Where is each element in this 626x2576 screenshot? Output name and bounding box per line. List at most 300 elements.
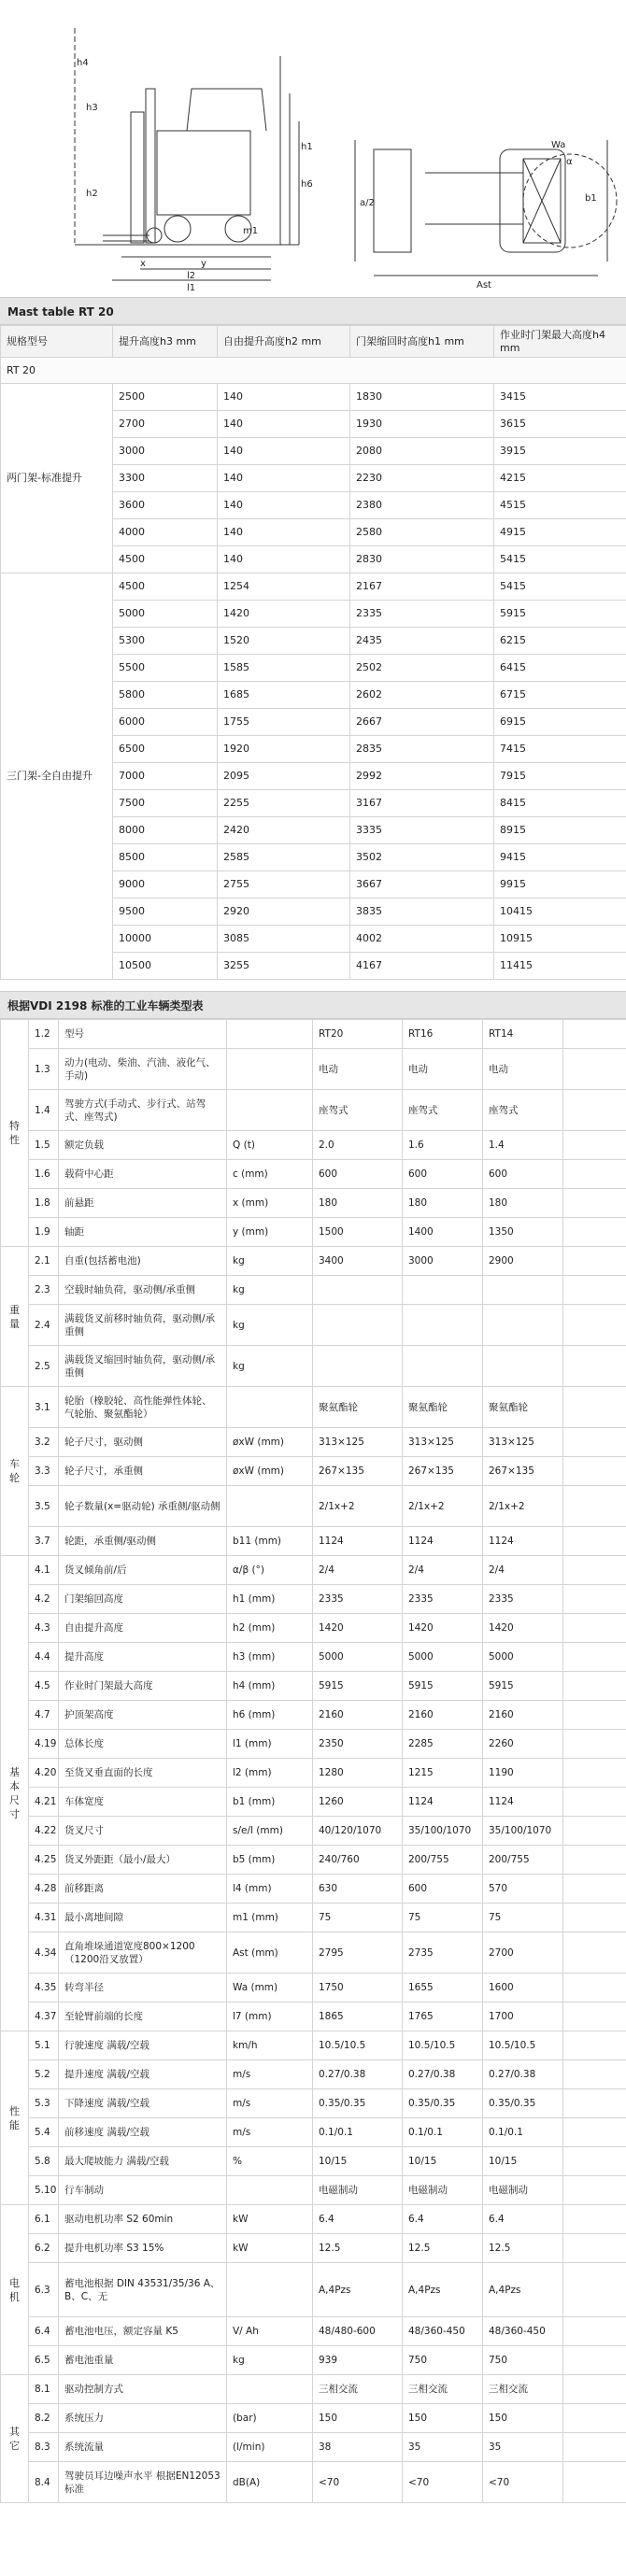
table-cell: 2700 [113,411,218,438]
empty-cell [563,1730,626,1759]
label-l2: l2 [187,271,196,281]
table-cell: V/ Ah [227,2317,313,2346]
table-cell: 3915 [494,438,626,465]
table-cell: 驱动控制方式 [59,2375,227,2404]
table-cell: 600 [313,1160,403,1189]
table-cell: 系统压力 [59,2404,227,2433]
empty-cell [563,1457,626,1486]
table-cell: 10415 [494,899,626,926]
table-cell [227,2375,313,2404]
table-cell: l7 (mm) [227,2003,313,2031]
table-cell: kg [227,2346,313,2375]
table-cell: 1600 [483,1974,563,2003]
table-cell: 12.5 [483,2234,563,2263]
table-cell: 1.9 [29,1218,59,1247]
table-cell: 1.6 [29,1160,59,1189]
table-cell: kW [227,2205,313,2234]
table-cell: 4.31 [29,1904,59,1932]
table-row [1,1346,626,1387]
table-cell: 作业时门架最大高度 [59,1672,227,1701]
table-cell: 前移距离 [59,1875,227,1904]
table-cell: 3667 [350,871,494,899]
table-cell: 提升高度 [59,1643,227,1672]
table-cell: 0.27/0.38 [403,2060,483,2089]
label-b1: b1 [585,193,597,204]
table-cell: 4000 [113,519,218,546]
table-cell: 2500 [113,384,218,411]
table-cell: 系统流量 [59,2433,227,2462]
label-h2: h2 [86,189,98,199]
table-cell: 2.5 [29,1346,59,1387]
table-cell: l1 (mm) [227,1730,313,1759]
table-cell: x (mm) [227,1189,313,1218]
table-cell: 4.34 [29,1932,59,1974]
table-cell: 6.3 [29,2263,59,2317]
table-cell: kg [227,1247,313,1276]
empty-cell [563,2317,626,2346]
table-cell: kg [227,1305,313,1346]
table-cell: 1254 [218,573,350,601]
table-cell: 三相交流 [483,2375,563,2404]
table-cell: 下降速度 满载/空载 [59,2089,227,2118]
empty-cell [563,1020,626,1049]
table-cell: 3.2 [29,1428,59,1457]
empty-cell [563,2003,626,2031]
table-cell: 3300 [113,465,218,492]
empty-cell [563,2433,626,2462]
table-cell: 5.2 [29,2060,59,2089]
table-row [1,1276,626,1305]
mast-header-model: 规格型号 [1,326,113,358]
table-cell: kW [227,2234,313,2263]
table-cell: m/s [227,2118,313,2147]
table-cell: 10/15 [483,2147,563,2176]
table-cell: 6215 [494,628,626,655]
table-row [1,2176,626,2205]
table-cell [227,1486,313,1527]
table-cell: 至货叉垂直面的长度 [59,1759,227,1788]
table-cell [313,1276,403,1305]
table-cell: 最小离地间隙 [59,1904,227,1932]
empty-cell [563,1387,626,1428]
empty-cell [563,1049,626,1090]
empty-cell [563,1932,626,1974]
table-cell: 6.4 [403,2205,483,2234]
table-cell: 4167 [350,953,494,980]
table-cell: 35 [403,2433,483,2462]
table-cell: 3000 [113,438,218,465]
table-cell: 型号 [59,1020,227,1049]
table-cell: 转弯半径 [59,1974,227,2003]
mast-header-h3: 提升高度h3 mm [113,326,218,358]
empty-cell [563,1614,626,1643]
table-cell: 4.28 [29,1875,59,1904]
table-cell: 267×135 [403,1457,483,1486]
empty-cell [563,1090,626,1131]
table-cell: 600 [403,1160,483,1189]
table-cell: 7415 [494,736,626,763]
table-cell: 1.4 [483,1131,563,1160]
empty-cell [563,1974,626,2003]
table-cell [483,1305,563,1346]
table-cell: 6415 [494,655,626,682]
table-row [1,573,626,601]
table-cell: kg [227,1276,313,1305]
table-cell: 车体宽度 [59,1788,227,1817]
table-row [1,1817,626,1846]
table-row [1,2118,626,2147]
table-cell: 5800 [113,682,218,709]
empty-cell [563,2346,626,2375]
table-cell: 10500 [113,953,218,980]
table-cell: 9500 [113,899,218,926]
table-cell: 3.7 [29,1527,59,1556]
label-x: x [140,259,146,269]
empty-cell [563,1527,626,1556]
table-cell: b1 (mm) [227,1788,313,1817]
table-cell: 自重(包括蓄电池) [59,1247,227,1276]
table-cell: 轮子数量(x=驱动轮) 承重侧/驱动侧 [59,1486,227,1527]
table-cell: 4215 [494,465,626,492]
table-cell: 2755 [218,871,350,899]
table-cell: 2160 [403,1701,483,1730]
table-cell: 140 [218,546,350,573]
table-row [1,2089,626,2118]
table-cell [403,1346,483,1387]
table-cell: 1350 [483,1218,563,1247]
table-cell [483,1346,563,1387]
mast-header-h4: 作业时门架最大高度h4 mm [494,326,626,358]
table-cell: 1215 [403,1759,483,1788]
table-cell: 最大爬坡能力 满载/空载 [59,2147,227,2176]
table-cell: RT20 [313,1020,403,1049]
mast-header-row [1,326,626,358]
vdi-section-label: 车轮 [9,1458,20,1484]
technical-drawings [0,0,626,297]
table-cell: 1765 [403,2003,483,2031]
table-cell: 2167 [350,573,494,601]
label-a2: a/2 [360,198,375,208]
table-cell: 1.2 [29,1020,59,1049]
table-cell: 2080 [350,438,494,465]
table-cell: 5415 [494,573,626,601]
table-cell: 2580 [350,519,494,546]
table-cell: 140 [218,492,350,519]
table-cell: m/s [227,2089,313,2118]
label-h4: h4 [77,58,89,68]
table-row [1,1020,626,1049]
table-cell: 1420 [403,1614,483,1643]
table-row [1,1846,626,1875]
table-cell: 0.35/0.35 [313,2089,403,2118]
table-cell: 总体长度 [59,1730,227,1759]
table-cell: 10.5/10.5 [403,2031,483,2060]
table-cell: 1.6 [403,1131,483,1160]
table-cell: y (mm) [227,1218,313,1247]
label-h6: h6 [301,179,313,190]
empty-cell [563,1846,626,1875]
table-cell [227,2176,313,2205]
table-cell: 2502 [350,655,494,682]
table-cell: 门架缩回高度 [59,1585,227,1614]
table-cell: 1865 [313,2003,403,2031]
table-cell: 货叉尺寸 [59,1817,227,1846]
mast-model-row [1,358,626,384]
table-cell: 3415 [494,384,626,411]
table-cell: 10000 [113,926,218,953]
table-cell: 电动 [403,1049,483,1090]
table-cell: 180 [403,1189,483,1218]
table-cell: 3.3 [29,1457,59,1486]
table-cell: <70 [483,2462,563,2503]
table-cell: 2160 [483,1701,563,1730]
table-cell: 4.5 [29,1672,59,1701]
label-y: y [201,259,206,269]
table-row [1,2147,626,2176]
table-cell: øxW (mm) [227,1457,313,1486]
table-cell: 1124 [483,1788,563,1817]
table-cell: 2900 [483,1247,563,1276]
table-cell: 1.4 [29,1090,59,1131]
table-cell: 1500 [313,1218,403,1247]
table-row [1,1672,626,1701]
table-cell: 2420 [218,817,350,844]
table-cell [227,1049,313,1090]
table-cell: 4.4 [29,1643,59,1672]
table-cell: 1.8 [29,1189,59,1218]
table-cell: l2 (mm) [227,1759,313,1788]
table-cell: 三相交流 [403,2375,483,2404]
empty-cell [563,1131,626,1160]
table-cell: 3615 [494,411,626,438]
table-cell: 3400 [313,1247,403,1276]
table-cell: 2/1x+2 [483,1486,563,1527]
table-cell: (l/min) [227,2433,313,2462]
table-cell: 2/4 [483,1556,563,1585]
table-cell: 3335 [350,817,494,844]
table-cell: RT14 [483,1020,563,1049]
table-cell: 2835 [350,736,494,763]
table-cell: 6000 [113,709,218,736]
table-cell: 48/360-450 [483,2317,563,2346]
mast-group-name: 两门架-标准提升 [1,384,113,573]
table-cell: 6915 [494,709,626,736]
table-cell: 聚氨酯轮 [483,1387,563,1428]
table-cell: 轮子尺寸，承重侧 [59,1457,227,1486]
table-cell: 3835 [350,899,494,926]
table-cell: 轴距 [59,1218,227,1247]
table-cell: 自由提升高度 [59,1614,227,1643]
table-row [1,2433,626,2462]
table-cell: 0.35/0.35 [483,2089,563,2118]
table-cell: 聚氨酯轮 [403,1387,483,1428]
table-row [1,1556,626,1585]
table-cell: 35 [483,2433,563,2462]
table-cell: 5.1 [29,2031,59,2060]
table-cell: 4500 [113,546,218,573]
table-cell: 48/360-450 [403,2317,483,2346]
table-cell: 5915 [403,1672,483,1701]
table-cell: 9000 [113,871,218,899]
empty-cell [563,2263,626,2317]
table-row [1,1305,626,1346]
table-cell: 75 [403,1904,483,1932]
table-cell [313,1305,403,1346]
empty-cell [563,1428,626,1457]
table-cell: 0.35/0.35 [403,2089,483,2118]
table-row [1,1049,626,1090]
table-row [1,1788,626,1817]
table-cell: 3255 [218,953,350,980]
table-cell: 1.5 [29,1131,59,1160]
table-cell: 满载货叉前移时轴负荷，驱动侧/承重侧 [59,1305,227,1346]
table-cell: 1260 [313,1788,403,1817]
mast-group-name: 三门架-全自由提升 [1,573,113,980]
table-cell: h6 (mm) [227,1701,313,1730]
empty-cell [563,2118,626,2147]
table-cell: 140 [218,384,350,411]
table-cell: 4.7 [29,1701,59,1730]
table-cell: 750 [403,2346,483,2375]
vdi-section-name [1,1020,29,1247]
vdi-section-label: 特性 [9,1120,20,1146]
empty-cell [563,2089,626,2118]
table-cell: b11 (mm) [227,1527,313,1556]
table-cell: 6.4 [313,2205,403,2234]
table-cell: 提升电机功率 S3 15% [59,2234,227,2263]
table-cell: 200/755 [403,1846,483,1875]
table-cell: 2700 [483,1932,563,1974]
table-cell: 驱动电机功率 S2 60min [59,2205,227,2234]
table-cell: 2/1x+2 [313,1486,403,1527]
empty-cell [563,1759,626,1788]
table-cell: 11415 [494,953,626,980]
table-cell: 4.19 [29,1730,59,1759]
table-cell: h3 (mm) [227,1643,313,1672]
table-cell: 0.27/0.38 [313,2060,403,2089]
table-cell: Q (t) [227,1131,313,1160]
table-cell: 6500 [113,736,218,763]
table-cell: 12.5 [313,2234,403,2263]
table-cell: 座驾式 [483,1090,563,1131]
mast-header-h2: 自由提升高度h2 mm [218,326,350,358]
table-cell: 1700 [483,2003,563,2031]
label-ast: Ast [477,280,491,290]
table-cell: 4515 [494,492,626,519]
vdi-section-label: 重量 [9,1303,20,1330]
table-cell: Wa (mm) [227,1974,313,2003]
table-cell: 1420 [313,1614,403,1643]
table-cell: 空载时轴负荷，驱动侧/承重侧 [59,1276,227,1305]
table-cell: 1124 [403,1788,483,1817]
label-l1: l1 [187,283,196,293]
table-cell: 额定负载 [59,1131,227,1160]
table-row [1,1974,626,2003]
table-cell: 满载货叉缩回时轴负荷，驱动侧/承重侧 [59,1346,227,1387]
empty-cell [563,1904,626,1932]
table-cell: 8500 [113,844,218,871]
table-cell: 267×135 [313,1457,403,1486]
table-cell: 6.1 [29,2205,59,2234]
table-cell: 8.3 [29,2433,59,2462]
table-cell: 2160 [313,1701,403,1730]
table-row [1,2263,626,2317]
empty-cell [563,1247,626,1276]
vdi-section-name [1,2375,29,2503]
table-cell: kg [227,1346,313,1387]
empty-cell [563,1486,626,1527]
label-wa: Wa [551,140,566,150]
table-cell: 1685 [218,682,350,709]
table-cell: 1750 [313,1974,403,2003]
table-cell: 7915 [494,763,626,790]
table-cell: 4.37 [29,2003,59,2031]
table-cell: 1190 [483,1759,563,1788]
empty-cell [563,2375,626,2404]
mast-table [0,325,626,980]
empty-cell [563,1276,626,1305]
table-cell: 5.8 [29,2147,59,2176]
table-cell: <70 [403,2462,483,2503]
table-row [1,1585,626,1614]
table-cell: 2.4 [29,1305,59,1346]
table-cell: 3.1 [29,1387,59,1428]
table-cell: 1755 [218,709,350,736]
table-cell: 3600 [113,492,218,519]
table-cell: 提升速度 满载/空载 [59,2060,227,2089]
table-cell: Ast (mm) [227,1932,313,1974]
table-cell: 7500 [113,790,218,817]
table-cell: 4002 [350,926,494,953]
table-cell: 1420 [218,601,350,628]
table-cell: 35/100/1070 [403,1817,483,1846]
table-cell [227,1090,313,1131]
table-cell: 4.3 [29,1614,59,1643]
vdi-table [0,1019,626,2503]
table-cell: 8.1 [29,2375,59,2404]
table-cell: 护顶架高度 [59,1701,227,1730]
empty-cell [563,1218,626,1247]
table-cell: 10.5/10.5 [313,2031,403,2060]
table-cell: 5.3 [29,2089,59,2118]
table-cell: 4.25 [29,1846,59,1875]
table-cell: 2795 [313,1932,403,1974]
empty-cell [563,1189,626,1218]
table-row [1,1730,626,1759]
table-cell: 5000 [113,601,218,628]
label-m1: m1 [243,226,259,236]
table-cell: 140 [218,519,350,546]
table-cell: 10.5/10.5 [483,2031,563,2060]
label-h3: h3 [86,103,98,113]
label-h1: h1 [301,142,313,152]
table-cell: 5300 [113,628,218,655]
table-cell: 2/4 [403,1556,483,1585]
table-cell: l4 (mm) [227,1875,313,1904]
table-cell: 1930 [350,411,494,438]
table-row [1,2060,626,2089]
table-row [1,1643,626,1672]
table-cell: 电磁制动 [313,2176,403,2205]
table-cell: 5.4 [29,2118,59,2147]
table-cell: 前移速度 满载/空载 [59,2118,227,2147]
table-cell: 4.1 [29,1556,59,1585]
table-cell: 38 [313,2433,403,2462]
table-row [1,1218,626,1247]
table-cell: 8.2 [29,2404,59,2433]
table-cell: 2/4 [313,1556,403,1585]
table-cell: m1 (mm) [227,1904,313,1932]
